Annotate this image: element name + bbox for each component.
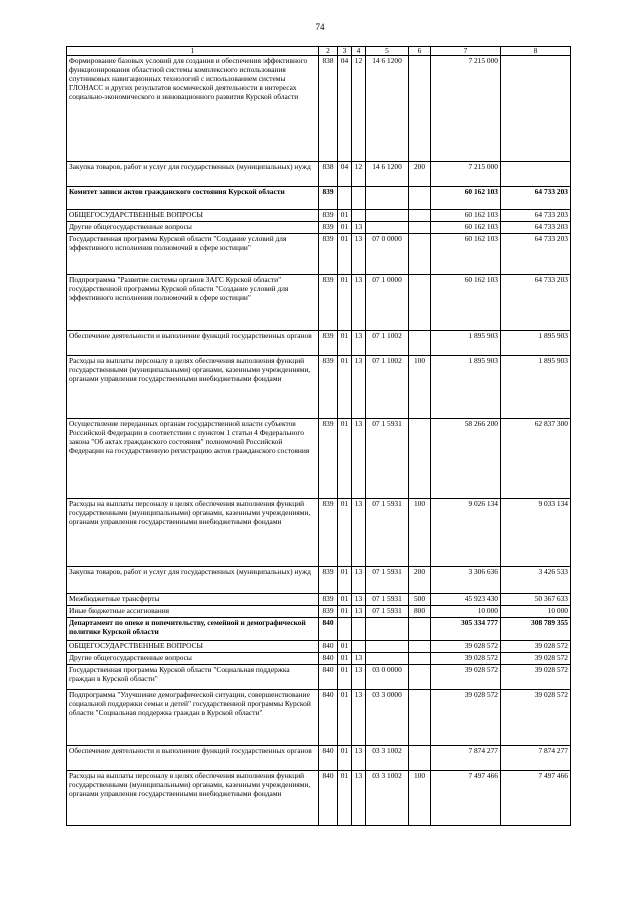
row-expense-type-cell <box>409 665 431 690</box>
table-row <box>67 331 571 356</box>
row-amount-year2-cell: 39 028 572 <box>501 665 571 690</box>
row-section-cell: 04 <box>338 56 352 162</box>
row-amount-year2-cell: 1 895 903 <box>501 331 571 356</box>
row-target-article-cell <box>366 222 409 234</box>
row-section-cell: 01 <box>338 771 352 826</box>
row-ministry-code-cell: 838 <box>319 162 338 187</box>
row-amount-year2-cell: 3 426 533 <box>501 567 571 594</box>
row-ministry-code-cell: 839 <box>319 234 338 275</box>
row-target-article-cell: 07 1 0000 <box>366 275 409 331</box>
row-expense-type-cell <box>409 618 431 641</box>
header-cell-1: 1 <box>67 47 319 56</box>
row-target-article-cell: 03 0 0000 <box>366 665 409 690</box>
row-section-cell: 01 <box>338 499 352 567</box>
row-target-article-cell: 03 3 1002 <box>366 746 409 771</box>
row-name-cell: ОБЩЕГОСУДАРСТВЕННЫЕ ВОПРОСЫ <box>67 210 319 222</box>
header-cell-3: 3 <box>338 47 352 56</box>
row-section-cell: 01 <box>338 331 352 356</box>
row-expense-type-cell: 200 <box>409 567 431 594</box>
row-expense-type-cell: 100 <box>409 499 431 567</box>
row-target-article-cell: 03 3 1002 <box>366 771 409 826</box>
row-amount-year1-cell: 39 028 572 <box>431 653 501 665</box>
row-target-article-cell: 14 6 1200 <box>366 162 409 187</box>
row-name-cell: Расходы на выплаты персоналу в целях обеспечения выполнения функций государственными (муниципальными) органами, казенными учреждениями, органами управления государственными внебюджетными фондами <box>67 771 319 826</box>
row-target-article-cell: 07 1 5931 <box>366 594 409 606</box>
table-row <box>67 499 571 567</box>
table-row <box>67 356 571 419</box>
row-name-cell: Подпрограмма "Развитие системы органов ЗАГС Курской области" государственной программы Курской области "Создание условий для эффективного исполнения полномочий в сфере юстиции" <box>67 275 319 331</box>
row-name-cell: Формирование базовых условий для создания и обеспечения эффективного функционирования областной системы комплексного использования спутниковых навигационных технологий с использованием системы ГЛОНАСС и других результатов космической деятельности в интересах социально-экономического и инновационного развития Курской области <box>67 56 319 162</box>
row-ministry-code-cell: 840 <box>319 641 338 653</box>
row-amount-year1-cell: 39 028 572 <box>431 641 501 653</box>
row-subsection-cell: 13 <box>352 499 366 567</box>
row-amount-year1-cell: 60 162 103 <box>431 234 501 275</box>
row-target-article-cell: 07 0 0000 <box>366 234 409 275</box>
row-target-article-cell: 07 1 5931 <box>366 419 409 499</box>
row-target-article-cell: 07 1 1002 <box>366 331 409 356</box>
row-amount-year2-cell: 39 028 572 <box>501 653 571 665</box>
row-amount-year1-cell: 45 923 430 <box>431 594 501 606</box>
row-amount-year1-cell: 39 028 572 <box>431 665 501 690</box>
row-expense-type-cell: 500 <box>409 594 431 606</box>
row-section-cell: 04 <box>338 162 352 187</box>
row-section-cell <box>338 187 352 210</box>
row-subsection-cell <box>352 187 366 210</box>
row-expense-type-cell <box>409 746 431 771</box>
table-row <box>67 746 571 771</box>
row-expense-type-cell: 200 <box>409 162 431 187</box>
row-target-article-cell: 07 1 5931 <box>366 499 409 567</box>
row-amount-year2-cell: 39 028 572 <box>501 641 571 653</box>
row-subsection-cell: 13 <box>352 419 366 499</box>
row-subsection-cell: 13 <box>352 331 366 356</box>
header-cell-4: 4 <box>352 47 366 56</box>
row-name-cell: Иные бюджетные ассигнования <box>67 606 319 618</box>
row-amount-year1-cell: 10 000 <box>431 606 501 618</box>
table-row <box>67 665 571 690</box>
row-amount-year1-cell: 3 306 636 <box>431 567 501 594</box>
row-ministry-code-cell: 839 <box>319 356 338 419</box>
row-section-cell: 01 <box>338 234 352 275</box>
row-amount-year2-cell: 39 028 572 <box>501 690 571 746</box>
row-section-cell <box>338 618 352 641</box>
row-subsection-cell <box>352 641 366 653</box>
row-section-cell: 01 <box>338 210 352 222</box>
row-name-cell: Осуществление переданных органам государственной власти субъектов Российской Федерации в соответствии с пунктом 1 статьи 4 Федерального закона "Об актах гражданского состояния" полномочий Российской Федерации на государственную регистрацию актов гражданского состояния <box>67 419 319 499</box>
row-section-cell: 01 <box>338 606 352 618</box>
row-name-cell: Закупка товаров, работ и услуг для государственных (муниципальных) нужд <box>67 162 319 187</box>
row-expense-type-cell: 800 <box>409 606 431 618</box>
row-subsection-cell: 13 <box>352 653 366 665</box>
row-amount-year2-cell: 7 874 277 <box>501 746 571 771</box>
row-target-article-cell <box>366 210 409 222</box>
row-ministry-code-cell: 839 <box>319 275 338 331</box>
row-name-cell: Департамент по опеке и попечительству, семейной и демографической политике Курской области <box>67 618 319 641</box>
row-section-cell: 01 <box>338 746 352 771</box>
row-ministry-code-cell: 840 <box>319 690 338 746</box>
row-subsection-cell: 13 <box>352 234 366 275</box>
row-target-article-cell <box>366 641 409 653</box>
row-name-cell: Обеспечение деятельности и выполнение функций государственных органов <box>67 331 319 356</box>
row-subsection-cell: 13 <box>352 222 366 234</box>
row-subsection-cell: 13 <box>352 567 366 594</box>
row-subsection-cell: 13 <box>352 690 366 746</box>
table-row <box>67 567 571 594</box>
row-name-cell: Государственная программа Курской области "Создание условий для эффективного исполнения полномочий в сфере юстиции" <box>67 234 319 275</box>
row-expense-type-cell <box>409 234 431 275</box>
table-row <box>67 618 571 641</box>
row-name-cell: Расходы на выплаты персоналу в целях обеспечения выполнения функций государственными (муниципальными) органами, казенными учреждениями, органами управления государственными внебюджетными фондами <box>67 499 319 567</box>
row-amount-year2-cell: 64 733 203 <box>501 187 571 210</box>
table-row <box>67 594 571 606</box>
table-row <box>67 641 571 653</box>
row-ministry-code-cell: 839 <box>319 594 338 606</box>
row-amount-year2-cell: 64 733 203 <box>501 234 571 275</box>
row-subsection-cell: 13 <box>352 594 366 606</box>
row-name-cell: Закупка товаров, работ и услуг для государственных (муниципальных) нужд <box>67 567 319 594</box>
row-name-cell: ОБЩЕГОСУДАРСТВЕННЫЕ ВОПРОСЫ <box>67 641 319 653</box>
row-name-cell: Другие общегосударственные вопросы <box>67 222 319 234</box>
header-cell-6: 6 <box>409 47 431 56</box>
row-name-cell: Расходы на выплаты персоналу в целях обеспечения выполнения функций государственными (муниципальными) органами, казенными учреждениями, органами управления государственными внебюджетными фондами <box>67 356 319 419</box>
budget-table <box>66 46 571 826</box>
row-expense-type-cell <box>409 641 431 653</box>
row-ministry-code-cell: 839 <box>319 187 338 210</box>
row-amount-year2-cell: 62 837 300 <box>501 419 571 499</box>
row-ministry-code-cell: 838 <box>319 56 338 162</box>
row-section-cell: 01 <box>338 690 352 746</box>
row-ministry-code-cell: 839 <box>319 606 338 618</box>
row-amount-year1-cell: 60 162 103 <box>431 210 501 222</box>
row-ministry-code-cell: 840 <box>319 653 338 665</box>
row-amount-year2-cell: 308 789 355 <box>501 618 571 641</box>
row-section-cell: 01 <box>338 356 352 419</box>
row-ministry-code-cell: 840 <box>319 665 338 690</box>
row-amount-year1-cell: 1 895 903 <box>431 356 501 419</box>
row-section-cell: 01 <box>338 665 352 690</box>
row-subsection-cell: 13 <box>352 356 366 419</box>
row-expense-type-cell <box>409 653 431 665</box>
row-amount-year1-cell: 39 028 572 <box>431 690 501 746</box>
row-amount-year1-cell: 7 215 000 <box>431 162 501 187</box>
row-subsection-cell: 13 <box>352 746 366 771</box>
row-amount-year1-cell: 1 895 903 <box>431 331 501 356</box>
table-row <box>67 606 571 618</box>
row-section-cell: 01 <box>338 419 352 499</box>
row-amount-year2-cell: 1 895 903 <box>501 356 571 419</box>
row-name-cell: Обеспечение деятельности и выполнение функций государственных органов <box>67 746 319 771</box>
row-target-article-cell <box>366 653 409 665</box>
header-cell-5: 5 <box>366 47 409 56</box>
row-amount-year2-cell <box>501 162 571 187</box>
row-name-cell: Комитет записи актов гражданского состояния Курской области <box>67 187 319 210</box>
row-amount-year1-cell: 60 162 103 <box>431 222 501 234</box>
table-row <box>67 56 571 162</box>
row-amount-year2-cell: 64 733 203 <box>501 222 571 234</box>
row-amount-year2-cell: 50 367 633 <box>501 594 571 606</box>
row-name-cell: Государственная программа Курской области "Социальная поддержка граждан в Курской области" <box>67 665 319 690</box>
row-section-cell: 01 <box>338 641 352 653</box>
table-body <box>67 56 571 826</box>
row-ministry-code-cell: 840 <box>319 771 338 826</box>
row-subsection-cell: 13 <box>352 771 366 826</box>
row-expense-type-cell <box>409 275 431 331</box>
row-name-cell: Подпрограмма "Улучшение демографической ситуации, совершенствование социальной поддержки семьи и детей" государственной программы Курской области "Социальная поддержка граждан в Курской области" <box>67 690 319 746</box>
row-target-article-cell: 07 1 5931 <box>366 567 409 594</box>
row-expense-type-cell <box>409 56 431 162</box>
row-ministry-code-cell: 839 <box>319 419 338 499</box>
row-amount-year1-cell: 7 215 000 <box>431 56 501 162</box>
table-row <box>67 419 571 499</box>
row-target-article-cell: 14 6 1200 <box>366 56 409 162</box>
row-target-article-cell: 07 1 5931 <box>366 606 409 618</box>
row-subsection-cell: 12 <box>352 56 366 162</box>
row-ministry-code-cell: 839 <box>319 331 338 356</box>
row-ministry-code-cell: 839 <box>319 567 338 594</box>
row-section-cell: 01 <box>338 653 352 665</box>
table-row <box>67 210 571 222</box>
row-amount-year1-cell: 60 162 103 <box>431 275 501 331</box>
row-name-cell: Другие общегосударственные вопросы <box>67 653 319 665</box>
row-section-cell: 01 <box>338 567 352 594</box>
header-cell-8: 8 <box>501 47 571 56</box>
row-subsection-cell <box>352 210 366 222</box>
row-expense-type-cell <box>409 210 431 222</box>
row-target-article-cell: 07 1 1002 <box>366 356 409 419</box>
table-row <box>67 690 571 746</box>
row-expense-type-cell <box>409 690 431 746</box>
header-cell-2: 2 <box>319 47 338 56</box>
page-number: 74 <box>315 22 325 32</box>
row-expense-type-cell: 100 <box>409 356 431 419</box>
row-expense-type-cell <box>409 331 431 356</box>
row-amount-year1-cell: 58 266 200 <box>431 419 501 499</box>
table-row <box>67 222 571 234</box>
row-section-cell: 01 <box>338 222 352 234</box>
row-amount-year2-cell: 64 733 203 <box>501 210 571 222</box>
row-section-cell: 01 <box>338 275 352 331</box>
row-subsection-cell: 13 <box>352 665 366 690</box>
row-name-cell: Межбюджетные трансферты <box>67 594 319 606</box>
row-amount-year1-cell: 7 497 466 <box>431 771 501 826</box>
table-row <box>67 162 571 187</box>
row-amount-year1-cell: 9 026 134 <box>431 499 501 567</box>
row-section-cell: 01 <box>338 594 352 606</box>
row-ministry-code-cell: 839 <box>319 499 338 567</box>
row-amount-year2-cell: 7 497 466 <box>501 771 571 826</box>
row-expense-type-cell <box>409 222 431 234</box>
row-subsection-cell: 13 <box>352 275 366 331</box>
table-row <box>67 187 571 210</box>
row-expense-type-cell <box>409 419 431 499</box>
row-amount-year1-cell: 60 162 103 <box>431 187 501 210</box>
table-header-row <box>67 47 571 56</box>
row-amount-year2-cell <box>501 56 571 162</box>
row-target-article-cell: 03 3 0000 <box>366 690 409 746</box>
table-row <box>67 275 571 331</box>
row-subsection-cell <box>352 618 366 641</box>
table-row <box>67 771 571 826</box>
row-target-article-cell <box>366 618 409 641</box>
row-expense-type-cell: 100 <box>409 771 431 826</box>
row-ministry-code-cell: 840 <box>319 746 338 771</box>
row-amount-year2-cell: 10 000 <box>501 606 571 618</box>
row-ministry-code-cell: 840 <box>319 618 338 641</box>
row-amount-year2-cell: 64 733 203 <box>501 275 571 331</box>
row-ministry-code-cell: 839 <box>319 222 338 234</box>
header-cell-7: 7 <box>431 47 501 56</box>
row-amount-year1-cell: 305 334 777 <box>431 618 501 641</box>
row-expense-type-cell <box>409 187 431 210</box>
row-target-article-cell <box>366 187 409 210</box>
row-amount-year2-cell: 9 033 134 <box>501 499 571 567</box>
row-amount-year1-cell: 7 874 277 <box>431 746 501 771</box>
row-subsection-cell: 13 <box>352 606 366 618</box>
table-row <box>67 234 571 275</box>
row-subsection-cell: 12 <box>352 162 366 187</box>
table-row <box>67 653 571 665</box>
row-ministry-code-cell: 839 <box>319 210 338 222</box>
